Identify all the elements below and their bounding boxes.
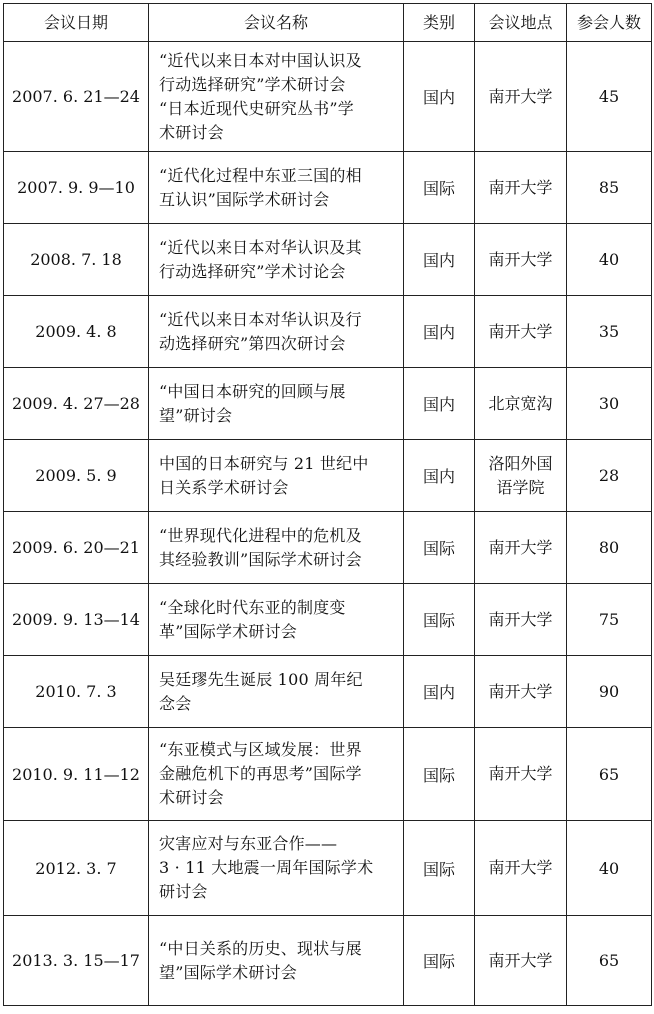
meeting-name-line: 中国的日本研究与 21 世纪中 bbox=[159, 453, 369, 473]
location-line: 南开大学 bbox=[488, 537, 553, 557]
table-row bbox=[4, 584, 652, 656]
meeting-name-line: “日本近现代史研究丛书”学 bbox=[159, 98, 354, 118]
cell-attendees: 45 bbox=[567, 42, 652, 152]
table-row bbox=[4, 821, 652, 916]
cell-meeting-name bbox=[149, 821, 404, 916]
cell-location bbox=[475, 656, 567, 728]
cell-date: 2013. 3. 15—17 bbox=[4, 916, 149, 1006]
location-line: 南开大学 bbox=[488, 858, 553, 877]
meeting-name-line: “全球化时代东亚的制度变 bbox=[159, 597, 346, 617]
table-body bbox=[4, 42, 652, 1006]
meeting-name-line: 动选择研究”第四次研讨会 bbox=[159, 333, 346, 353]
cell-meeting-name bbox=[149, 728, 404, 821]
meeting-name-line: “世界现代化进程中的危机及 bbox=[159, 525, 362, 545]
cell-category: 国际 bbox=[404, 512, 475, 584]
cell-date: 2009. 9. 13—14 bbox=[4, 584, 149, 656]
cell-date: 2009. 4. 8 bbox=[4, 296, 149, 368]
cell-attendees: 28 bbox=[567, 440, 652, 512]
meeting-name-line: 术研讨会 bbox=[159, 788, 224, 807]
cell-date: 2009. 4. 27—28 bbox=[4, 368, 149, 440]
meeting-name-line: 互认识”国际学术研讨会 bbox=[159, 189, 330, 209]
cell-location bbox=[475, 42, 567, 152]
meeting-name-line: 行动选择研究”学术讨论会 bbox=[159, 261, 346, 281]
cell-category: 国内 bbox=[404, 368, 475, 440]
table-row bbox=[4, 728, 652, 821]
cell-category: 国内 bbox=[404, 656, 475, 728]
cell-meeting-name bbox=[149, 440, 404, 512]
location-line: 南开大学 bbox=[488, 86, 553, 106]
meeting-name-line: “中日关系的历史、现状与展 bbox=[159, 938, 362, 958]
cell-attendees: 75 bbox=[567, 584, 652, 656]
cell-date: 2007. 9. 9—10 bbox=[4, 152, 149, 224]
cell-attendees: 65 bbox=[567, 728, 652, 821]
location-line: 南开大学 bbox=[488, 764, 553, 783]
table-row bbox=[4, 512, 652, 584]
cell-date: 2007. 6. 21—24 bbox=[4, 42, 149, 152]
cell-attendees: 40 bbox=[567, 224, 652, 296]
header-location: 会议地点 bbox=[475, 4, 567, 42]
cell-location bbox=[475, 296, 567, 368]
cell-date: 2010. 7. 3 bbox=[4, 656, 149, 728]
cell-attendees: 65 bbox=[567, 916, 652, 1006]
header-attendees: 参会人数 bbox=[567, 4, 652, 42]
cell-date: 2009. 5. 9 bbox=[4, 440, 149, 512]
cell-meeting-name bbox=[149, 368, 404, 440]
cell-attendees: 30 bbox=[567, 368, 652, 440]
meeting-name-line: “近代以来日本对华认识及行 bbox=[159, 309, 362, 329]
cell-category: 国际 bbox=[404, 821, 475, 916]
cell-location bbox=[475, 728, 567, 821]
meeting-name-line: 行动选择研究”学术研讨会 bbox=[159, 74, 346, 94]
table-row bbox=[4, 916, 652, 1006]
table-row bbox=[4, 296, 652, 368]
cell-attendees: 35 bbox=[567, 296, 652, 368]
cell-location bbox=[475, 368, 567, 440]
location-line: 南开大学 bbox=[488, 950, 553, 970]
cell-attendees: 40 bbox=[567, 821, 652, 916]
cell-date: 2008. 7. 18 bbox=[4, 224, 149, 296]
meeting-name-line: 术研讨会 bbox=[159, 122, 224, 142]
cell-date: 2012. 3. 7 bbox=[4, 821, 149, 916]
cell-location bbox=[475, 821, 567, 916]
cell-attendees: 85 bbox=[567, 152, 652, 224]
header-date: 会议日期 bbox=[4, 4, 149, 42]
meeting-name-line: “近代化过程中东亚三国的相 bbox=[159, 165, 362, 185]
location-line: 语学院 bbox=[496, 477, 545, 497]
cell-category: 国际 bbox=[404, 584, 475, 656]
meeting-name-line: 金融危机下的再思考”国际学 bbox=[159, 764, 362, 783]
cell-meeting-name bbox=[149, 512, 404, 584]
cell-meeting-name bbox=[149, 296, 404, 368]
header-row bbox=[4, 4, 652, 42]
meeting-name-line: 3 · 11 大地震一周年国际学术 bbox=[159, 858, 374, 877]
cell-date: 2009. 6. 20—21 bbox=[4, 512, 149, 584]
cell-meeting-name bbox=[149, 152, 404, 224]
meeting-name-line: 革”国际学术研讨会 bbox=[159, 621, 297, 641]
cell-category: 国内 bbox=[404, 42, 475, 152]
table-row bbox=[4, 224, 652, 296]
location-line: 南开大学 bbox=[488, 321, 553, 341]
cell-category: 国际 bbox=[404, 728, 475, 821]
location-line: 南开大学 bbox=[488, 177, 553, 197]
location-line: 南开大学 bbox=[488, 249, 553, 269]
location-line: 洛阳外国 bbox=[488, 453, 553, 473]
cell-meeting-name bbox=[149, 224, 404, 296]
cell-attendees: 80 bbox=[567, 512, 652, 584]
meeting-name-line: 研讨会 bbox=[159, 882, 208, 901]
table-row bbox=[4, 440, 652, 512]
cell-meeting-name bbox=[149, 42, 404, 152]
location-line: 南开大学 bbox=[488, 609, 553, 629]
table-row bbox=[4, 152, 652, 224]
location-line: 南开大学 bbox=[488, 681, 553, 701]
table-row bbox=[4, 368, 652, 440]
meeting-name-line: 日关系学术研讨会 bbox=[159, 477, 289, 497]
cell-location bbox=[475, 512, 567, 584]
conference-table bbox=[3, 3, 652, 1006]
cell-location bbox=[475, 584, 567, 656]
cell-attendees: 90 bbox=[567, 656, 652, 728]
cell-category: 国际 bbox=[404, 152, 475, 224]
cell-category: 国际 bbox=[404, 916, 475, 1006]
cell-meeting-name bbox=[149, 656, 404, 728]
meeting-name-line: 其经验教训”国际学术研讨会 bbox=[159, 549, 362, 569]
meeting-name-line: 吴廷璆先生诞辰 100 周年纪 bbox=[159, 669, 363, 689]
meeting-name-line: 望”研讨会 bbox=[159, 405, 233, 425]
cell-location bbox=[475, 224, 567, 296]
cell-meeting-name bbox=[149, 584, 404, 656]
meeting-name-line: 灾害应对与东亚合作—— bbox=[159, 834, 338, 853]
meeting-name-line: 念会 bbox=[159, 693, 192, 713]
location-line: 北京宽沟 bbox=[488, 393, 553, 413]
meeting-name-line: “东亚模式与区域发展：世界 bbox=[159, 740, 362, 759]
table-row bbox=[4, 42, 652, 152]
meeting-name-line: “近代以来日本对中国认识及 bbox=[159, 50, 362, 70]
header-category: 类别 bbox=[404, 4, 475, 42]
header-name: 会议名称 bbox=[149, 4, 404, 42]
cell-location bbox=[475, 440, 567, 512]
cell-category: 国内 bbox=[404, 296, 475, 368]
meeting-name-line: “近代以来日本对华认识及其 bbox=[159, 237, 362, 257]
meeting-name-line: 望”国际学术研讨会 bbox=[159, 962, 297, 982]
cell-meeting-name bbox=[149, 916, 404, 1006]
cell-category: 国内 bbox=[404, 440, 475, 512]
cell-location bbox=[475, 152, 567, 224]
cell-category: 国内 bbox=[404, 224, 475, 296]
meeting-name-line: “中国日本研究的回顾与展 bbox=[159, 381, 346, 401]
cell-date: 2010. 9. 11—12 bbox=[4, 728, 149, 821]
table-row bbox=[4, 656, 652, 728]
cell-location bbox=[475, 916, 567, 1006]
